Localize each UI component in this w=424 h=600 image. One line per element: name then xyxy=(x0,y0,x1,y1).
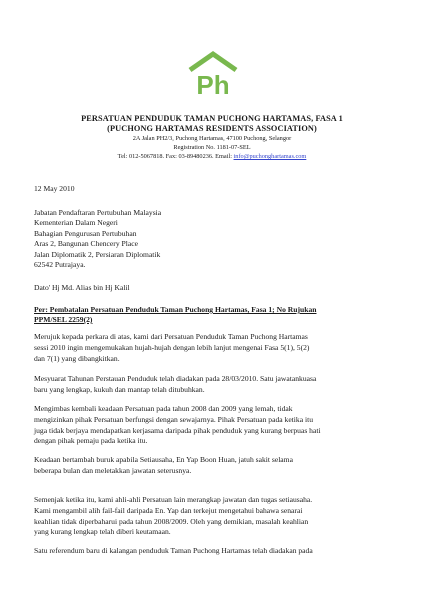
paragraph-3 xyxy=(34,404,404,447)
paragraph-4 xyxy=(34,455,404,477)
paragraph-2 xyxy=(34,374,404,396)
paragraph-line: mengizinkan pihak Persatuan berfungsi dengan sewajarnya. Pihak Persatuan pada ketika itu xyxy=(34,414,313,424)
recipient-line: Jalan Diplomatik 2, Persiaran Diplomatik xyxy=(34,249,161,259)
paragraph-line: dan 7(1) yang dibangkitkan. xyxy=(34,353,120,363)
org-name-english: (PUCHONG HARTAMAS RESIDENTS ASSOCIATION) xyxy=(107,124,317,133)
paragraph-line: Semenjak ketika itu, kami ahli-ahli Persatuan lain merangkap jawatan dan tugas setiausaha. xyxy=(34,495,313,504)
recipient-line: Kementerian Dalam Negeri xyxy=(34,218,118,228)
paragraph-line: yang kurang lengkap telah diberi keutamaan. xyxy=(34,527,171,537)
paragraph-5 xyxy=(34,495,404,538)
org-name: PERSATUAN PENDUDUK TAMAN PUCHONG HARTAMAS, FASA 1 xyxy=(81,114,343,123)
paragraph-line: baru yang lengkap, kukuh dan mantap telah ditubuhkan. xyxy=(34,384,205,394)
paragraph-line: Keadaan bertambah buruk apabila Setiausaha, En Yap Boon Huan, jatuh sakit selama xyxy=(34,455,293,464)
paragraph-line: juga tidak berjaya mendapatkan kerjasama daripada pihak penduduk yang kurang berpuas hati xyxy=(34,425,321,435)
association-logo xyxy=(184,50,242,98)
paragraph-line: sessi 2010 ingin mengemukakan hujah-hujah dengan lebih lanjut mengenai Fasa 5(1), 5(2) xyxy=(34,342,310,352)
recipient-address xyxy=(34,208,161,270)
recipient-line: 62542 Putrajaya. xyxy=(34,260,86,270)
paragraph-line: Merujuk kepada perkara di atas, kami dari Persatuan Penduduk Taman Puchong Hartamas xyxy=(34,332,308,341)
logo-text: Ph xyxy=(196,70,230,98)
paragraph-line: keahlian tidak diperbaharui pada tahun 2008/2009. Oleh yang demikian, masalah keahlian xyxy=(34,516,309,526)
paragraph-line: dengan pihak pemaju pada ketika itu. xyxy=(34,436,148,446)
org-address: 2A Jalan PH2/3, Puchong Hartamas, 47100 Puchong, Selangor xyxy=(132,135,292,142)
subject-line: PPM/SEL 2259(2) xyxy=(34,315,93,324)
paragraph-line: Satu referendum baru di kalangan penduduk Taman Puchong Hartamas telah diadakan pada xyxy=(34,546,313,555)
house-logo-icon xyxy=(184,50,242,98)
letter-date: 12 May 2010 xyxy=(34,184,75,193)
paragraph-line: Mengimbas kembali keadaan Persatuan pada tahun 2008 dan 2009 yang lemah, tidak xyxy=(34,404,293,413)
org-registration: Registration No. 1181-07-SEL xyxy=(173,144,251,151)
letterhead xyxy=(0,114,424,161)
org-contact xyxy=(0,152,424,161)
email-link[interactable]: info@puchonghartamas.com xyxy=(233,153,307,160)
letter-subject xyxy=(34,305,406,325)
paragraph-line: Mesyuarat Tahunan Perstauan Penduduk telah diadakan pada 28/03/2010. Satu jawatankuasa xyxy=(34,374,317,383)
contact-text: Tel: 012-5067818. Fax: 03-89480236. Email: xyxy=(117,153,234,160)
subject-line: Per: Pembatalan Persatuan Penduduk Taman Puchong Hartamas, Fasa 1; No Rujukan xyxy=(34,305,317,314)
paragraph-line: Kami mengambil alih fail-fail daripada En. Yap dan terkejut mengetahui bahawa senarai xyxy=(34,505,303,515)
recipient-line: Aras 2, Bangunan Chencery Place xyxy=(34,239,138,249)
recipient-line: Jabatan Pendaftaran Pertubuhan Malaysia xyxy=(34,208,162,217)
paragraph-line: beberapa bulan dan meletakkan jawatan seterusnya. xyxy=(34,465,192,475)
recipient-line: Bahagian Pengurusan Pertubuhan xyxy=(34,228,137,238)
paragraph-1 xyxy=(34,332,404,364)
salutation: Dato' Hj Md. Alias bin Hj Kalil xyxy=(34,283,130,292)
paragraph-6 xyxy=(34,546,404,557)
